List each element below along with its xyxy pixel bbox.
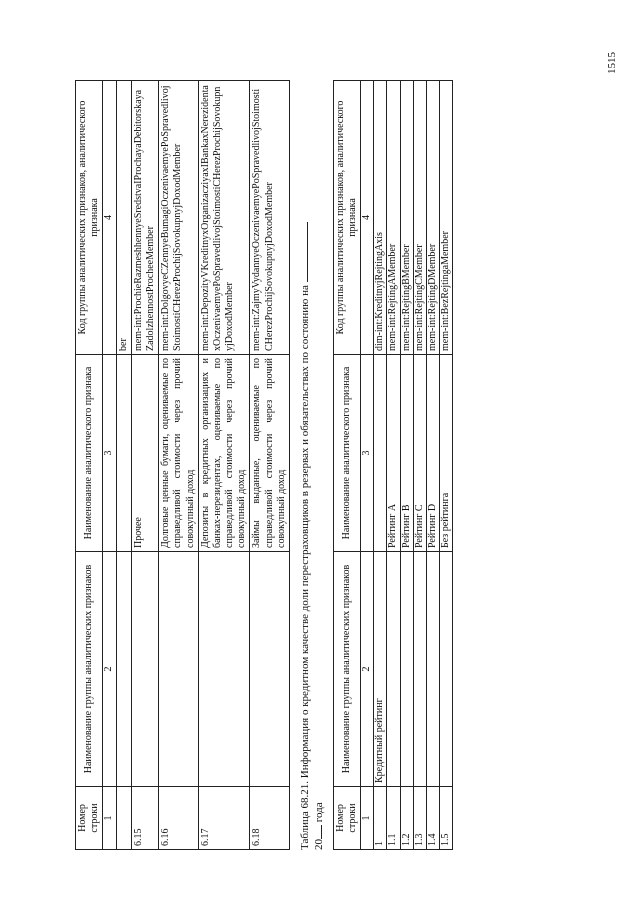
feature-name: Рейтинг A [387, 355, 400, 552]
feature-code: mem-int:RejtingCMember [413, 81, 426, 355]
table-row [374, 81, 387, 850]
feature-name: Долговые ценные бумаги, оцениваемые по справедливой стоимости через прочий совокупный доход [159, 355, 199, 552]
table-row [159, 81, 199, 850]
column-number: 2 [103, 552, 116, 787]
group-name [131, 552, 158, 787]
feature-name: Рейтинг C [413, 355, 426, 552]
table-header-row [76, 81, 103, 850]
column-number: 3 [103, 355, 116, 552]
date-blank [307, 222, 308, 282]
column-number: 4 [103, 81, 116, 355]
feature-name: Без рейтинга [440, 355, 453, 552]
row-number: 1.1 [387, 787, 400, 850]
feature-name: Рейтинг B [400, 355, 413, 552]
credit-rating-table [333, 80, 454, 850]
group-name [159, 552, 199, 787]
group-name: Кредитный рейтинг [374, 552, 387, 787]
table-row [131, 81, 158, 850]
header-group-name: Наименование группы аналитических признаков [76, 552, 103, 787]
row-number: 6.17 [198, 787, 250, 850]
feature-code: mem-int:RejtingDMember [426, 81, 439, 355]
feature-name: Займы выданные, оцениваемые по справедливой стоимости через прочий совокупный доход [250, 355, 290, 552]
column-number: 3 [360, 355, 373, 552]
feature-code: dim-int:KreditnyjRejtingAxis [374, 81, 387, 355]
header-row-number: Номер строки [76, 787, 103, 850]
feature-name: Рейтинг D [426, 355, 439, 552]
header-row-number: Номер строки [333, 787, 360, 850]
table-row [116, 81, 131, 850]
column-number: 2 [360, 552, 373, 787]
table-caption [298, 80, 327, 850]
column-number-row [360, 81, 373, 850]
table-row [413, 81, 426, 850]
table-row [426, 81, 439, 850]
row-number: 1.4 [426, 787, 439, 850]
group-name [413, 552, 426, 787]
row-number: 1.5 [440, 787, 453, 850]
feature-code: mem-int:ProchieRazmeshhennyeSredstvaIProchayaDebitorskayaZadolzhennostProcheeMember [131, 81, 158, 355]
feature-code: mem-int:ZajmyVydannyeOczenivaemyePoSpravedlivojStoimostiCHerezProchijSovokupnyjDoxodMember [250, 81, 290, 355]
row-number: 1 [374, 787, 387, 850]
feature-code: mem-int:DepozityVKreditnyxOrganizacziyaxIBankaxNerezidentaxOczenivaemyePoSpravedlivojStoimostiCHerezProchijSovokupnyjDoxodMember [198, 81, 250, 355]
feature-name [374, 355, 387, 552]
group-name [198, 552, 250, 787]
feature-code: mem-int:BezRejtingaMember [440, 81, 453, 355]
table-row [400, 81, 413, 850]
caption-year-suffix: года [313, 802, 326, 823]
row-number: 1.2 [400, 787, 413, 850]
row-number: 6.15 [131, 787, 158, 850]
header-code: Код группы аналитических признаков, аналитического признака [333, 81, 360, 355]
row-number [116, 787, 131, 850]
feature-name: Прочее [131, 355, 158, 552]
table-row [198, 81, 250, 850]
column-number: 1 [360, 787, 373, 850]
table-header-row [333, 81, 360, 850]
header-feature-name: Наименование аналитического признака [76, 355, 103, 552]
column-number: 1 [103, 787, 116, 850]
header-feature-name: Наименование аналитического признака [333, 355, 360, 552]
group-name [387, 552, 400, 787]
column-number: 4 [360, 81, 373, 355]
feature-code: mem-int:DolgovyeCZennyeBumagiOczenivaemyePoSpravedlivojStoimostiCHerezProchijSovokupnyjDoxodMember [159, 81, 199, 355]
page-number: 1515 [606, 52, 618, 74]
caption-text: Таблица 68.21. Информация о кредитном качестве доли перестраховщиков в резервах и обязательствах по состоянию на [299, 285, 311, 850]
group-name [426, 552, 439, 787]
feature-code: mem-int:RejtingAMember [387, 81, 400, 355]
feature-code: mem-int:RejtingBMember [400, 81, 413, 355]
group-name [440, 552, 453, 787]
table-row [387, 81, 400, 850]
group-name [250, 552, 290, 787]
group-name [400, 552, 413, 787]
header-code: Код группы аналитических признаков, аналитического признака [76, 81, 103, 355]
group-name [116, 552, 131, 787]
feature-code: ber [116, 81, 131, 355]
row-number: 1.3 [413, 787, 426, 850]
row-number: 6.18 [250, 787, 290, 850]
caption-year-prefix: 20 [313, 839, 326, 850]
table-row [440, 81, 453, 850]
table-row [250, 81, 290, 850]
feature-name: Депозиты в кредитных организациях и банках-нерезидентах, оцениваемые по справедливой стоимости через прочий совокупный доход [198, 355, 250, 552]
column-number-row [103, 81, 116, 850]
feature-name [116, 355, 131, 552]
year-blank [321, 825, 322, 839]
rotated-page-content [75, 80, 545, 850]
row-number: 6.16 [159, 787, 199, 850]
header-group-name: Наименование группы аналитических признаков [333, 552, 360, 787]
analytic-features-table-continued [75, 80, 290, 850]
